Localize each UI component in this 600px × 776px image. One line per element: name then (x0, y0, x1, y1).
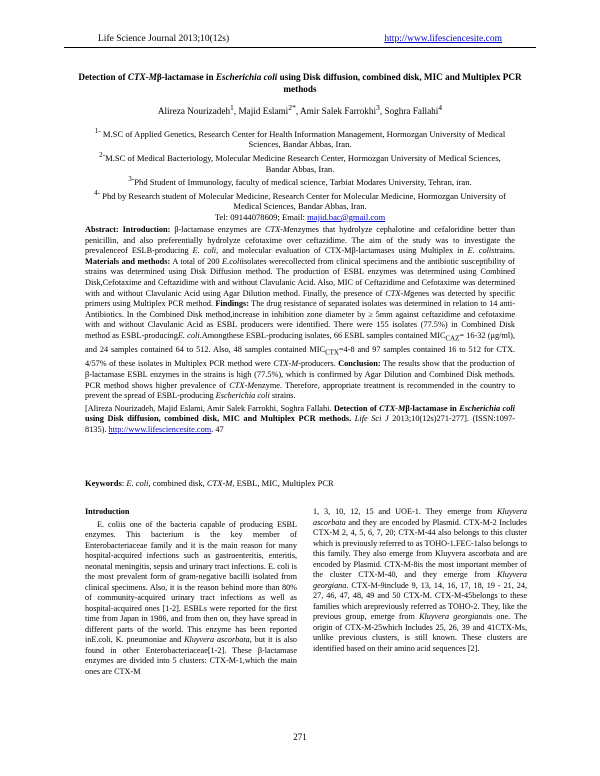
author-list: Alireza Nourizadeh$^1$, Majid Eslami$^{2*}$, Amir Salek Farrokhi$^3$, Soghra Fallahi$^4$ (157, 103, 443, 117)
affiliation-2: $^{2-}$M.SC of Medical Bacteriology, Molecular Medicine Research Center, Hormozgan University of Medical Sciences, Bandar Abbas, Iran. (99, 151, 501, 174)
header-rule (64, 47, 536, 48)
author: Amir Salek Farrokhi (299, 106, 377, 117)
abstract (85, 225, 515, 436)
body-column-left (85, 507, 297, 677)
keywords: Keywords: E. coli, combined disk, CTX-M, ESBL, MIC, Multiplex PCR (85, 478, 334, 488)
author: Majid Eslami (238, 106, 289, 117)
citation-url-link[interactable]: http://www.lifesciencesite.com (108, 425, 212, 434)
affiliations (88, 126, 512, 222)
intro-paragraph-continued: 1, 3, 10, 12, 15 and UOE-1. They emerge from Kluyvera ascorbata and they are encoded by Plasmid. CTX-M-2 Includes CTX-M 2, 4, 5, 6, 7, 20; CTX-M-44 also belongs to this cluster which is previously referred to as TOHO-1.FEC-1also belongs to this family. They also emerge from Kluyvera ascorbata and are encoded by Plasmid. CTX-M-8is the most important member of the cluster CTX-M-40, and they emerge from Kluyvera georgiana. CTX-M-9include 9, 13, 14, 16, 17, 18, 19 - 21, 24, 27, 46, 47, 48, 49 and 50 CTX-M. CTX-M-45belongs to these families which arepreviously referred as TOHO-2. They, like the previous group, emerge from Kluyvera georgianais one. The origin of CTX-M-25which Includes 25, 26, 39 and 41CTX-Ms, unlike previous clusters, is still known. These clusters are identified based on their amino acid sequences [2]. (313, 507, 527, 653)
paper-title: Detection of CTX-Mβ-lactamase in Escherichia coli using Disk diffusion, combined disk, MIC and Multiplex PCR methods (78, 72, 522, 94)
body-column-right (313, 507, 527, 654)
journal-url-link[interactable]: http://www.lifesciencesite.com (384, 34, 502, 44)
abstract-body: Abstract: Introduction: β-lactamase enzymes are CTX-Menzymes that hydrolyze cephalotine and cefaloridine better than penicillin, and also preferentially hydrolyze cefotaxime over ceftazidime. The aim of the study was to investigate the prevalenceof ESLB-producing E. coli, and molecular evaluation of CTX-Mβ-lactamases using Multiplex in E. colistrains. Materials and methods: A total of 200 E.coliisolates werecollected from clinical specimens and the antibiotic susceptibility of strains was determined using Disk Diffusion method. The production of ESBL enzymes was determined using Combined Disk,Cefotaxime and Ceftazidime with and without Clavulanic Acid. Also, MIC of Ceftazidime and Cefotaxime was determined with and without Clavulanic Acid using Agar Dilution method. Finally, the presence of CTX-Mgenes was detected by specific primers using Multiplex PCR method. Findings: The drug resistance of separated isolates was determined in relation to 14 anti- Antibiotics. In the Combined Disk method,increase in inhibition zone diameter by ≥ 5mm against ceftazidime and cefotaxime with and without Clavulanic Acid as ESBL producers were identified. There were 155 isolates (77.5%) in Combined Disk method as ESBL-producingE. coli.Amongthese ESBL-producing isolates, 66 ESBL samples contained $MIC_{CAZ}= 16-32$ (μg/ml), and 24 samples contained 64 to 512. Also, 48 samples contained $MIC_{CTX}=4-8$ and 97 samples contained 16 to 512 for CTX. 4/57% of these isolates in Multiplex PCR method were CTX-M-producers. Conclusion: The results show that the production of β-lactamase ESBL enzymes in the strains is high (77.5%), which is confirmed by Agar Dilution and Combined Disk methods. PCR method shows higher prevalence of CTX-Menzyme. Therefore, appropriate treatment is recommended in the country to prevent the spread of ESBL-producing Escherichia coli strains. (85, 225, 516, 401)
running-header (98, 34, 502, 44)
intro-paragraph: E. coliis one of the bacteria capable of producing ESBL enzymes. This bacterium is the key member of Enterobacteriaceae family and it is the main reason for many hospital-acquired infections such as gastroenteritis, enteritis, neonatal meningitis, sepsis and urinary tract infections. E. coli is the most prevalent form of gram-negative bacilli isolated from clinical specimens. Also, it is the reason behind more than 80% of community-acquired urinary tract infections as well as hospital-acquired ones [1-2]. ESBLs were reported for the first time from Japan in 1986, and from then on, they have spread in different parts of the world. This enzyme has been reported inE.coli, K. pneumoniae and Kluyvera ascorbata, but it is also found in other Enterobacteriaceae[1-2]. These β-lactamase enzymes are divided into 5 clusters: CTX-M-1,which the main ones are CTX-M (85, 519, 297, 676)
affiliation-1: $^{1-}$ M.SC of Applied Genetics, Research Center for Health Information Management, Hormozgan University of Medical Sciences, Bandar Abbas, Iran. (94, 127, 506, 150)
email-link[interactable]: majid.bac@gmail.com (307, 211, 386, 222)
page-number: 271 (293, 732, 307, 742)
author: Alireza Nourizadeh (157, 106, 231, 117)
section-heading-introduction: Introduction (85, 507, 130, 516)
affiliation-4: $^{4-}$ Phd by Research student of Molecular Medicine, Research Center for Molecular Medicine, Hormozgan University of Medical Sciences, Bandar Abbas, Iran. (94, 188, 506, 211)
citation: [Alireza Nourizadeh, Majid Eslami, Amir Salek Farrokhi, Soghra Fallahi. Detection of CTX-Mβ-lactamase in Escherichia coli using Disk diffusion, combined disk, MIC and Multiplex PCR methods. Life Sci J 2013;10(12s)271-277]. (ISSN:1097-8135). http://www.lifesciencesite.com. 47 (85, 403, 515, 434)
author: Soghra Fallahi (384, 106, 439, 117)
journal-name: Life Science Journal 2013;10(12s) (98, 34, 230, 44)
contact-line: Tel: 09144078609; Email: majid.bac@gmail.com (214, 211, 386, 222)
affiliation-3: $^{3-}$Phd Student of Immunology, faculty of medical science, Tarbiat Modares University, Tehran, iran. (128, 175, 472, 187)
